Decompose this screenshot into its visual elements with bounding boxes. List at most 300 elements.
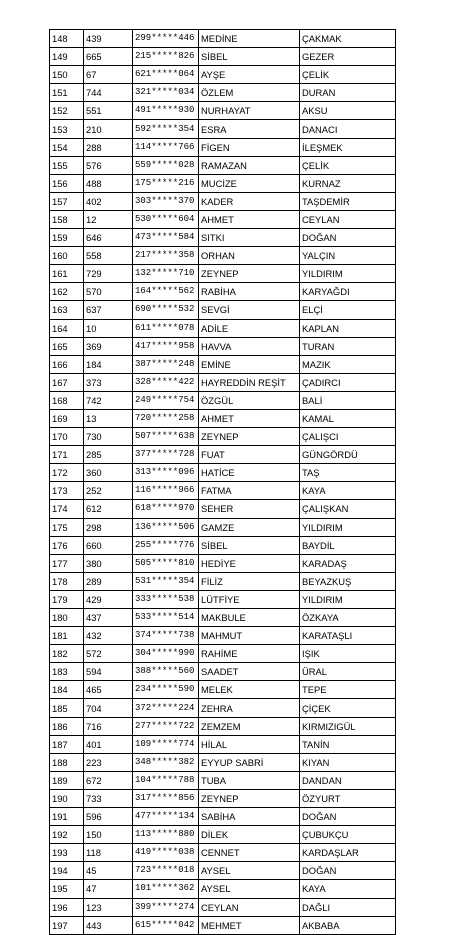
id-number-cell: 109*****774 <box>133 735 199 753</box>
table-row <box>50 446 396 464</box>
list-number-cell: 67 <box>84 66 133 84</box>
last-name-cell: ÇUBUKÇU <box>300 826 396 844</box>
table-row <box>50 735 396 753</box>
last-name-cell: ELÇİ <box>300 301 396 319</box>
last-name-cell: İLEŞMEK <box>300 138 396 156</box>
last-name-cell: TANİN <box>300 735 396 753</box>
id-number-cell: 690*****532 <box>133 301 199 319</box>
table-row <box>50 681 396 699</box>
last-name-cell: KARATAŞLI <box>300 627 396 645</box>
table-row <box>50 645 396 663</box>
list-number-cell: 612 <box>84 500 133 518</box>
list-number-cell: 733 <box>84 789 133 807</box>
table-row <box>50 482 396 500</box>
last-name-cell: YALÇIN <box>300 247 396 265</box>
row-number-cell: 188 <box>50 753 84 771</box>
first-name-cell: NURHAYAT <box>199 102 300 120</box>
list-number-cell: 576 <box>84 156 133 174</box>
table-row <box>50 699 396 717</box>
first-name-cell: EMİNE <box>199 355 300 373</box>
row-number-cell: 164 <box>50 319 84 337</box>
row-number-cell: 161 <box>50 265 84 283</box>
first-name-cell: ÖZLEM <box>199 84 300 102</box>
last-name-cell: IŞIK <box>300 645 396 663</box>
table-row <box>50 609 396 627</box>
row-number-cell: 195 <box>50 880 84 898</box>
list-number-cell: 488 <box>84 174 133 192</box>
row-number-cell: 180 <box>50 609 84 627</box>
table-row <box>50 880 396 898</box>
list-number-cell: 10 <box>84 319 133 337</box>
first-name-cell: FATMA <box>199 482 300 500</box>
last-name-cell: YILDIRIM <box>300 590 396 608</box>
last-name-cell: CEYLAN <box>300 210 396 228</box>
last-name-cell: KAYA <box>300 880 396 898</box>
first-name-cell: CEYLAN <box>199 898 300 916</box>
last-name-cell: YILDIRIM <box>300 518 396 536</box>
id-number-cell: 372*****224 <box>133 699 199 717</box>
row-number-cell: 175 <box>50 518 84 536</box>
first-name-cell: RABİHA <box>199 283 300 301</box>
id-number-cell: 317*****856 <box>133 789 199 807</box>
id-number-cell: 387*****248 <box>133 355 199 373</box>
last-name-cell: GÜNGÖRDÜ <box>300 446 396 464</box>
list-number-cell: 223 <box>84 753 133 771</box>
table-row <box>50 826 396 844</box>
row-number-cell: 190 <box>50 789 84 807</box>
id-number-cell: 164*****562 <box>133 283 199 301</box>
table-row <box>50 102 396 120</box>
table-row <box>50 120 396 138</box>
row-number-cell: 176 <box>50 536 84 554</box>
id-number-cell: 618*****970 <box>133 500 199 518</box>
first-name-cell: ORHAN <box>199 247 300 265</box>
list-number-cell: 572 <box>84 645 133 663</box>
first-name-cell: HAYREDDİN REŞİT <box>199 373 300 391</box>
id-number-cell: 132*****710 <box>133 265 199 283</box>
row-number-cell: 148 <box>50 30 84 48</box>
row-number-cell: 160 <box>50 247 84 265</box>
first-name-cell: RAHİME <box>199 645 300 663</box>
list-number-cell: 285 <box>84 446 133 464</box>
row-number-cell: 193 <box>50 844 84 862</box>
first-name-cell: MAKBULE <box>199 609 300 627</box>
last-name-cell: AKBABA <box>300 916 396 934</box>
table-row <box>50 409 396 427</box>
table-row <box>50 464 396 482</box>
list-number-cell: 401 <box>84 735 133 753</box>
table-row <box>50 518 396 536</box>
row-number-cell: 189 <box>50 771 84 789</box>
last-name-cell: ÇALIŞCI <box>300 428 396 446</box>
id-number-cell: 507*****638 <box>133 428 199 446</box>
last-name-cell: KAYA <box>300 482 396 500</box>
id-number-cell: 304*****990 <box>133 645 199 663</box>
list-number-cell: 210 <box>84 120 133 138</box>
list-number-cell: 637 <box>84 301 133 319</box>
table-row <box>50 265 396 283</box>
row-number-cell: 150 <box>50 66 84 84</box>
id-number-cell: 249*****754 <box>133 391 199 409</box>
first-name-cell: TUBA <box>199 771 300 789</box>
table-row <box>50 771 396 789</box>
list-number-cell: 672 <box>84 771 133 789</box>
table-row <box>50 229 396 247</box>
id-number-cell: 505*****810 <box>133 554 199 572</box>
beneficiary-table <box>49 29 396 935</box>
id-number-cell: 417*****958 <box>133 337 199 355</box>
first-name-cell: FİLİZ <box>199 572 300 590</box>
table-row <box>50 66 396 84</box>
first-name-cell: ZEHRA <box>199 699 300 717</box>
first-name-cell: SEHER <box>199 500 300 518</box>
row-number-cell: 151 <box>50 84 84 102</box>
list-number-cell: 551 <box>84 102 133 120</box>
table-row <box>50 174 396 192</box>
list-number-cell: 716 <box>84 717 133 735</box>
table-row <box>50 301 396 319</box>
id-number-cell: 303*****370 <box>133 192 199 210</box>
last-name-cell: BAYDİL <box>300 536 396 554</box>
list-number-cell: 118 <box>84 844 133 862</box>
row-number-cell: 163 <box>50 301 84 319</box>
list-number-cell: 12 <box>84 210 133 228</box>
first-name-cell: SAADET <box>199 663 300 681</box>
first-name-cell: GAMZE <box>199 518 300 536</box>
first-name-cell: FİGEN <box>199 138 300 156</box>
last-name-cell: BALİ <box>300 391 396 409</box>
list-number-cell: 432 <box>84 627 133 645</box>
first-name-cell: AHMET <box>199 210 300 228</box>
last-name-cell: YILDIRIM <box>300 265 396 283</box>
first-name-cell: AYŞE <box>199 66 300 84</box>
first-name-cell: ZEYNEP <box>199 789 300 807</box>
row-number-cell: 162 <box>50 283 84 301</box>
id-number-cell: 491*****930 <box>133 102 199 120</box>
first-name-cell: ZEMZEM <box>199 717 300 735</box>
table-body <box>50 30 396 935</box>
last-name-cell: MAZIK <box>300 355 396 373</box>
row-number-cell: 174 <box>50 500 84 518</box>
first-name-cell: RAMAZAN <box>199 156 300 174</box>
id-number-cell: 473*****584 <box>133 229 199 247</box>
last-name-cell: DOĞAN <box>300 808 396 826</box>
row-number-cell: 169 <box>50 409 84 427</box>
list-number-cell: 465 <box>84 681 133 699</box>
row-number-cell: 167 <box>50 373 84 391</box>
table-row <box>50 536 396 554</box>
first-name-cell: ÖZGÜL <box>199 391 300 409</box>
last-name-cell: DAĞLI <box>300 898 396 916</box>
last-name-cell: ÇİÇEK <box>300 699 396 717</box>
table-row <box>50 627 396 645</box>
id-number-cell: 215*****826 <box>133 48 199 66</box>
last-name-cell: KARYAĞDI <box>300 283 396 301</box>
last-name-cell: KARADAŞ <box>300 554 396 572</box>
first-name-cell: DİLEK <box>199 826 300 844</box>
first-name-cell: ADİLE <box>199 319 300 337</box>
table-row <box>50 319 396 337</box>
row-number-cell: 192 <box>50 826 84 844</box>
list-number-cell: 252 <box>84 482 133 500</box>
id-number-cell: 720*****258 <box>133 409 199 427</box>
list-number-cell: 570 <box>84 283 133 301</box>
last-name-cell: ÇADIRCI <box>300 373 396 391</box>
table-row <box>50 717 396 735</box>
first-name-cell: SABİHA <box>199 808 300 826</box>
last-name-cell: ÜRAL <box>300 663 396 681</box>
table-row <box>50 210 396 228</box>
id-number-cell: 377*****728 <box>133 446 199 464</box>
table-row <box>50 428 396 446</box>
list-number-cell: 744 <box>84 84 133 102</box>
list-number-cell: 437 <box>84 609 133 627</box>
row-number-cell: 186 <box>50 717 84 735</box>
first-name-cell: ZEYNEP <box>199 428 300 446</box>
id-number-cell: 101*****362 <box>133 880 199 898</box>
first-name-cell: MEHMET <box>199 916 300 934</box>
id-number-cell: 533*****514 <box>133 609 199 627</box>
table-row <box>50 391 396 409</box>
row-number-cell: 157 <box>50 192 84 210</box>
list-number-cell: 443 <box>84 916 133 934</box>
id-number-cell: 530*****604 <box>133 210 199 228</box>
table-row <box>50 916 396 934</box>
id-number-cell: 217*****358 <box>133 247 199 265</box>
table-row <box>50 590 396 608</box>
table-row <box>50 192 396 210</box>
last-name-cell: ÇELİK <box>300 156 396 174</box>
last-name-cell: BEYAZKUŞ <box>300 572 396 590</box>
table-row <box>50 572 396 590</box>
id-number-cell: 113*****880 <box>133 826 199 844</box>
last-name-cell: KIRMIZIGÜL <box>300 717 396 735</box>
table-row <box>50 156 396 174</box>
last-name-cell: ÇALIŞKAN <box>300 500 396 518</box>
id-number-cell: 255*****776 <box>133 536 199 554</box>
last-name-cell: AKSU <box>300 102 396 120</box>
id-number-cell: 611*****078 <box>133 319 199 337</box>
table-row <box>50 862 396 880</box>
row-number-cell: 170 <box>50 428 84 446</box>
id-number-cell: 531*****354 <box>133 572 199 590</box>
first-name-cell: MUCİZE <box>199 174 300 192</box>
row-number-cell: 181 <box>50 627 84 645</box>
id-number-cell: 313*****096 <box>133 464 199 482</box>
list-number-cell: 429 <box>84 590 133 608</box>
list-number-cell: 123 <box>84 898 133 916</box>
first-name-cell: HİLAL <box>199 735 300 753</box>
list-number-cell: 646 <box>84 229 133 247</box>
row-number-cell: 173 <box>50 482 84 500</box>
row-number-cell: 185 <box>50 699 84 717</box>
last-name-cell: KAPLAN <box>300 319 396 337</box>
first-name-cell: AHMET <box>199 409 300 427</box>
list-number-cell: 596 <box>84 808 133 826</box>
last-name-cell: TAŞDEMİR <box>300 192 396 210</box>
list-number-cell: 45 <box>84 862 133 880</box>
last-name-cell: DANACI <box>300 120 396 138</box>
first-name-cell: FUAT <box>199 446 300 464</box>
last-name-cell: TEPE <box>300 681 396 699</box>
table-row <box>50 337 396 355</box>
list-number-cell: 184 <box>84 355 133 373</box>
id-number-cell: 419*****038 <box>133 844 199 862</box>
list-number-cell: 402 <box>84 192 133 210</box>
last-name-cell: GEZER <box>300 48 396 66</box>
id-number-cell: 234*****590 <box>133 681 199 699</box>
table-row <box>50 30 396 48</box>
row-number-cell: 177 <box>50 554 84 572</box>
first-name-cell: MEDİNE <box>199 30 300 48</box>
last-name-cell: KAMAL <box>300 409 396 427</box>
id-number-cell: 175*****216 <box>133 174 199 192</box>
list-number-cell: 729 <box>84 265 133 283</box>
list-number-cell: 288 <box>84 138 133 156</box>
first-name-cell: EYYUP SABRİ <box>199 753 300 771</box>
row-number-cell: 172 <box>50 464 84 482</box>
list-number-cell: 660 <box>84 536 133 554</box>
list-number-cell: 439 <box>84 30 133 48</box>
id-number-cell: 374*****738 <box>133 627 199 645</box>
list-number-cell: 665 <box>84 48 133 66</box>
row-number-cell: 155 <box>50 156 84 174</box>
first-name-cell: LÜTFİYE <box>199 590 300 608</box>
row-number-cell: 196 <box>50 898 84 916</box>
first-name-cell: ZEYNEP <box>199 265 300 283</box>
row-number-cell: 178 <box>50 572 84 590</box>
row-number-cell: 166 <box>50 355 84 373</box>
table-row <box>50 48 396 66</box>
row-number-cell: 179 <box>50 590 84 608</box>
row-number-cell: 171 <box>50 446 84 464</box>
list-number-cell: 594 <box>84 663 133 681</box>
last-name-cell: DOĞAN <box>300 229 396 247</box>
table-row <box>50 663 396 681</box>
id-number-cell: 615*****042 <box>133 916 199 934</box>
id-number-cell: 136*****506 <box>133 518 199 536</box>
table-row <box>50 898 396 916</box>
list-number-cell: 369 <box>84 337 133 355</box>
row-number-cell: 158 <box>50 210 84 228</box>
id-number-cell: 592*****354 <box>133 120 199 138</box>
table-row <box>50 373 396 391</box>
table-row <box>50 789 396 807</box>
row-number-cell: 149 <box>50 48 84 66</box>
first-name-cell: KADER <box>199 192 300 210</box>
row-number-cell: 184 <box>50 681 84 699</box>
row-number-cell: 153 <box>50 120 84 138</box>
row-number-cell: 152 <box>50 102 84 120</box>
table-row <box>50 84 396 102</box>
id-number-cell: 723*****018 <box>133 862 199 880</box>
table-row <box>50 808 396 826</box>
last-name-cell: KIYAN <box>300 753 396 771</box>
list-number-cell: 558 <box>84 247 133 265</box>
table-row <box>50 753 396 771</box>
row-number-cell: 197 <box>50 916 84 934</box>
list-number-cell: 360 <box>84 464 133 482</box>
id-number-cell: 116*****966 <box>133 482 199 500</box>
first-name-cell: AYSEL <box>199 862 300 880</box>
row-number-cell: 194 <box>50 862 84 880</box>
first-name-cell: AYSEL <box>199 880 300 898</box>
id-number-cell: 388*****560 <box>133 663 199 681</box>
first-name-cell: HATİCE <box>199 464 300 482</box>
id-number-cell: 328*****422 <box>133 373 199 391</box>
id-number-cell: 299*****446 <box>133 30 199 48</box>
first-name-cell: SITKI <box>199 229 300 247</box>
id-number-cell: 477*****134 <box>133 808 199 826</box>
row-number-cell: 182 <box>50 645 84 663</box>
list-number-cell: 730 <box>84 428 133 446</box>
id-number-cell: 399*****274 <box>133 898 199 916</box>
first-name-cell: SİBEL <box>199 536 300 554</box>
last-name-cell: ÇAKMAK <box>300 30 396 48</box>
list-number-cell: 373 <box>84 373 133 391</box>
row-number-cell: 156 <box>50 174 84 192</box>
id-number-cell: 559*****028 <box>133 156 199 174</box>
table-row <box>50 500 396 518</box>
row-number-cell: 154 <box>50 138 84 156</box>
first-name-cell: SİBEL <box>199 48 300 66</box>
list-number-cell: 704 <box>84 699 133 717</box>
table-row <box>50 283 396 301</box>
id-number-cell: 321*****034 <box>133 84 199 102</box>
table-row <box>50 844 396 862</box>
table-row <box>50 138 396 156</box>
last-name-cell: KURNAZ <box>300 174 396 192</box>
list-number-cell: 150 <box>84 826 133 844</box>
id-number-cell: 348*****382 <box>133 753 199 771</box>
last-name-cell: DOĞAN <box>300 862 396 880</box>
last-name-cell: TAŞ <box>300 464 396 482</box>
last-name-cell: ÇELİK <box>300 66 396 84</box>
last-name-cell: ÖZKAYA <box>300 609 396 627</box>
list-number-cell: 13 <box>84 409 133 427</box>
first-name-cell: MELEK <box>199 681 300 699</box>
row-number-cell: 191 <box>50 808 84 826</box>
first-name-cell: HAVVA <box>199 337 300 355</box>
first-name-cell: ESRA <box>199 120 300 138</box>
list-number-cell: 380 <box>84 554 133 572</box>
last-name-cell: DURAN <box>300 84 396 102</box>
table-row <box>50 355 396 373</box>
row-number-cell: 159 <box>50 229 84 247</box>
first-name-cell: CENNET <box>199 844 300 862</box>
list-number-cell: 742 <box>84 391 133 409</box>
id-number-cell: 277*****722 <box>133 717 199 735</box>
id-number-cell: 104*****788 <box>133 771 199 789</box>
row-number-cell: 165 <box>50 337 84 355</box>
last-name-cell: ÖZYURT <box>300 789 396 807</box>
list-number-cell: 47 <box>84 880 133 898</box>
id-number-cell: 333*****538 <box>133 590 199 608</box>
last-name-cell: TURAN <box>300 337 396 355</box>
list-number-cell: 289 <box>84 572 133 590</box>
table-row <box>50 554 396 572</box>
list-number-cell: 298 <box>84 518 133 536</box>
row-number-cell: 187 <box>50 735 84 753</box>
first-name-cell: MAHMUT <box>199 627 300 645</box>
id-number-cell: 621*****064 <box>133 66 199 84</box>
row-number-cell: 168 <box>50 391 84 409</box>
last-name-cell: DANDAN <box>300 771 396 789</box>
table-row <box>50 247 396 265</box>
first-name-cell: HEDİYE <box>199 554 300 572</box>
id-number-cell: 114*****766 <box>133 138 199 156</box>
first-name-cell: SEVGİ <box>199 301 300 319</box>
